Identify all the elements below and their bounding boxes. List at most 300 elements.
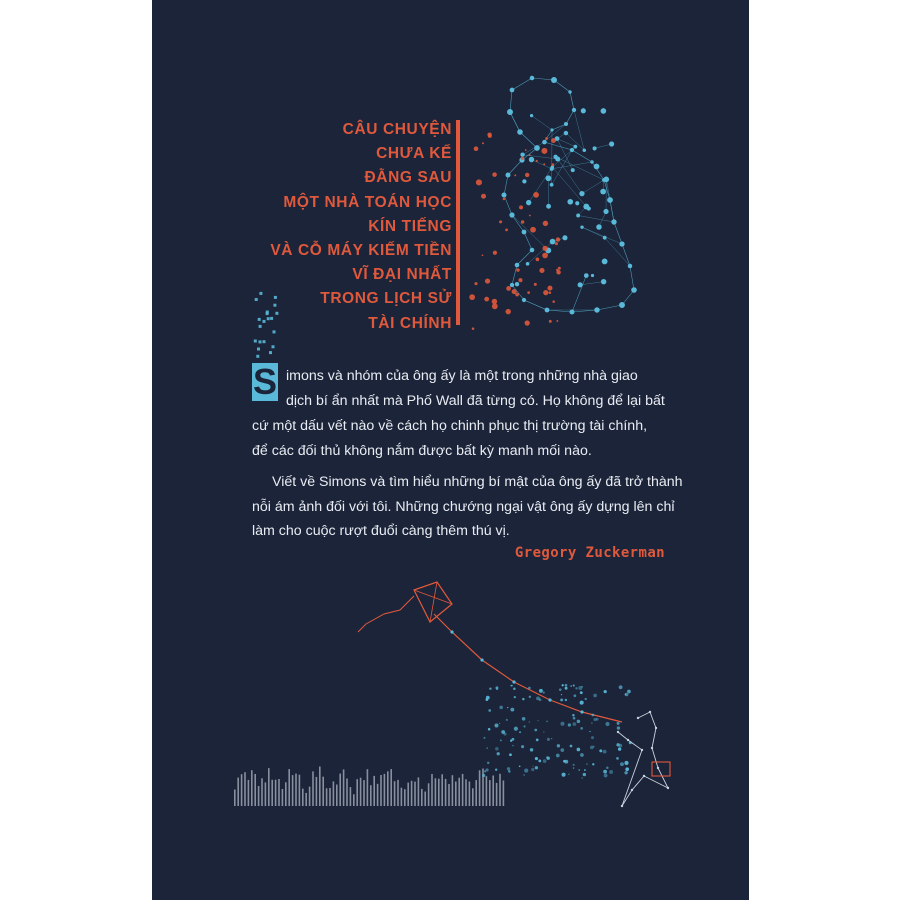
constellation-edge bbox=[597, 305, 622, 310]
waveform-bar bbox=[322, 777, 324, 806]
constellation-edge bbox=[504, 175, 508, 195]
particle-dot bbox=[593, 746, 595, 748]
constellation-node bbox=[564, 131, 568, 135]
waveform-bar bbox=[390, 769, 392, 806]
particle-dot bbox=[573, 685, 575, 687]
constellation-node bbox=[564, 122, 568, 126]
constellation-node bbox=[517, 129, 523, 135]
particle-dot bbox=[507, 767, 510, 770]
particle-dot bbox=[525, 149, 527, 151]
particle-dot bbox=[591, 736, 594, 739]
waveform-bar bbox=[271, 780, 273, 806]
particle-dot bbox=[532, 766, 533, 767]
waveform-bar bbox=[254, 774, 256, 806]
pixel-dot bbox=[267, 317, 270, 320]
runner-node bbox=[621, 805, 623, 807]
particle-dot bbox=[538, 759, 541, 762]
particle-dot bbox=[500, 739, 502, 741]
constellation-node bbox=[607, 197, 613, 203]
constellation-node bbox=[522, 298, 526, 302]
particle-dot bbox=[543, 731, 544, 732]
constellation-node bbox=[571, 168, 575, 172]
pixel-dot bbox=[254, 340, 257, 343]
constellation-edge bbox=[582, 227, 605, 238]
constellation-node bbox=[584, 273, 589, 278]
constellation-node bbox=[530, 248, 535, 253]
constellation-node bbox=[545, 308, 550, 313]
particle-dot bbox=[578, 769, 580, 771]
particle-dot bbox=[522, 717, 526, 721]
particle-dot bbox=[522, 698, 524, 700]
kite-string-node bbox=[580, 710, 583, 713]
particle-dot bbox=[562, 684, 564, 686]
waveform-bar bbox=[462, 774, 464, 806]
particle-dot bbox=[482, 254, 484, 256]
constellation-edge bbox=[517, 250, 532, 265]
headline-divider-bar bbox=[456, 120, 460, 325]
particle-dot bbox=[625, 693, 629, 697]
runner-edge bbox=[652, 748, 658, 768]
particle-dot bbox=[521, 745, 524, 748]
constellation-node bbox=[530, 76, 535, 81]
particle-dot bbox=[551, 138, 556, 143]
particle-dot bbox=[573, 764, 575, 766]
waveform-bar bbox=[377, 784, 379, 806]
headline-line: VĨ ĐẠI NHẤT bbox=[352, 266, 452, 284]
waveform-bar bbox=[404, 789, 406, 806]
pixel-dot bbox=[259, 340, 262, 343]
paragraph-1-line: để các đối thủ không nắm được bất kỳ manh mối nào. bbox=[252, 443, 592, 459]
constellation-node bbox=[520, 152, 524, 156]
particle-dot bbox=[561, 694, 562, 695]
particle-dot bbox=[556, 320, 558, 322]
waveform-bar bbox=[418, 777, 420, 806]
particle-dot bbox=[482, 142, 484, 144]
particle-dot bbox=[596, 718, 599, 721]
constellation-edge bbox=[566, 110, 574, 124]
constellation-edge bbox=[547, 310, 572, 312]
particle-dot bbox=[575, 687, 577, 689]
particle-dot bbox=[543, 290, 548, 295]
runner-edge bbox=[632, 776, 644, 790]
waveform-bar bbox=[373, 776, 375, 806]
runner-node bbox=[651, 747, 653, 749]
particle-dot bbox=[591, 714, 594, 717]
particle-dot bbox=[565, 699, 567, 701]
constellation-node bbox=[510, 283, 514, 287]
waveform-bar bbox=[394, 781, 396, 806]
particle-dot bbox=[609, 770, 613, 774]
constellation-node bbox=[562, 235, 567, 240]
waveform-bar bbox=[350, 787, 352, 806]
constellation-edge bbox=[552, 124, 566, 130]
waveform-bar bbox=[452, 775, 454, 806]
runner-node bbox=[657, 767, 659, 769]
particle-dot bbox=[516, 268, 519, 271]
particle-dot bbox=[557, 744, 560, 747]
particle-dot bbox=[536, 696, 540, 700]
waveform-bar bbox=[319, 767, 321, 807]
particle-dot bbox=[558, 267, 561, 270]
waveform-bar bbox=[397, 780, 399, 806]
constellation-edge bbox=[557, 139, 573, 171]
particle-dot bbox=[577, 720, 581, 724]
particle-dot bbox=[560, 698, 563, 701]
particle-dot bbox=[586, 763, 588, 765]
constellation-node bbox=[522, 230, 527, 235]
constellation-node bbox=[550, 128, 553, 131]
waveform-bar bbox=[261, 778, 263, 806]
particle-dot bbox=[510, 708, 514, 712]
waveform-bar bbox=[384, 774, 386, 806]
constellation-node bbox=[619, 302, 625, 308]
waveform-bar bbox=[489, 780, 491, 806]
particle-dot bbox=[543, 221, 548, 226]
pixel-dot bbox=[263, 340, 266, 343]
particle-dot bbox=[534, 729, 537, 732]
constellation-edge bbox=[531, 160, 551, 169]
constellation-edge bbox=[523, 155, 558, 159]
particle-dot bbox=[530, 227, 536, 233]
particle-dot bbox=[505, 229, 508, 232]
particle-dot bbox=[560, 722, 564, 726]
pixel-dot bbox=[272, 345, 275, 348]
constellation-node bbox=[628, 264, 632, 268]
particle-dot bbox=[535, 766, 538, 769]
constellation-edge bbox=[504, 195, 512, 215]
particle-dot bbox=[551, 163, 554, 166]
particle-dot bbox=[556, 270, 560, 274]
runner-edge bbox=[618, 732, 628, 740]
particle-dot bbox=[543, 759, 547, 763]
constellation-edge bbox=[510, 90, 512, 112]
particle-dot bbox=[487, 132, 491, 136]
constellation-node bbox=[526, 262, 530, 266]
constellation-node bbox=[583, 148, 587, 152]
waveform-bar bbox=[435, 778, 437, 806]
waveform-bar bbox=[326, 788, 328, 806]
particle-dot bbox=[474, 282, 477, 285]
particle-dot bbox=[523, 774, 525, 776]
constellation-node bbox=[569, 309, 574, 314]
paragraph-1-line: cứ một dấu vết nào về cách họ chinh phục thị trường tài chính, bbox=[252, 418, 648, 434]
constellation-node bbox=[587, 206, 591, 210]
book-back-cover bbox=[152, 0, 749, 900]
particle-dot bbox=[593, 694, 597, 698]
constellation-node bbox=[578, 282, 583, 287]
constellation-node bbox=[542, 140, 547, 145]
particle-dot bbox=[529, 721, 530, 722]
particle-dot bbox=[472, 327, 475, 330]
pixel-dot bbox=[266, 312, 269, 315]
constellation-node bbox=[530, 114, 533, 117]
drop-cap: S bbox=[252, 361, 277, 402]
headline-line: CHƯA KỂ bbox=[376, 145, 452, 163]
kite-string bbox=[434, 614, 622, 722]
runner-edge bbox=[638, 712, 650, 718]
particle-dot bbox=[512, 745, 513, 746]
particle-dot bbox=[525, 320, 530, 325]
particle-dot bbox=[580, 727, 583, 730]
waveform-bar bbox=[492, 776, 494, 807]
particle-dot bbox=[617, 722, 620, 725]
particle-dot bbox=[546, 720, 548, 722]
waveform-bar bbox=[268, 768, 270, 806]
particle-dot bbox=[581, 686, 583, 688]
particle-dot bbox=[542, 246, 547, 251]
particle-dot bbox=[514, 174, 516, 176]
particle-dot bbox=[533, 192, 539, 198]
kite-string-node bbox=[480, 658, 483, 661]
particle-dot bbox=[497, 752, 500, 755]
particle-dot bbox=[549, 291, 552, 294]
particle-dot bbox=[580, 691, 583, 694]
particle-dot bbox=[599, 749, 602, 752]
particle-dot bbox=[506, 286, 511, 291]
waveform-bar bbox=[302, 789, 304, 806]
kite-string-node bbox=[548, 698, 551, 701]
kite-string-node bbox=[512, 680, 515, 683]
constellation-node bbox=[509, 212, 514, 217]
particle-dot bbox=[604, 690, 607, 693]
constellation-edge bbox=[572, 150, 592, 162]
particle-dot bbox=[512, 738, 515, 741]
constellation-node bbox=[551, 77, 557, 83]
paragraph-2-line: nỗi ám ảnh đối với tôi. Những chướng ngại vật ông ấy dựng lên chỉ bbox=[252, 498, 675, 515]
author-signature: Gregory Zuckerman bbox=[514, 545, 665, 561]
waveform-bar bbox=[421, 789, 423, 806]
paragraph-1-line: dịch bí ẩn nhất mà Phố Wall đã từng có. Họ không để lại bất bbox=[286, 393, 665, 409]
paragraph-1-line: imons và nhóm của ông ấy là một trong những nhà giao bbox=[286, 368, 638, 384]
waveform-bar bbox=[360, 778, 362, 806]
particle-dot bbox=[568, 723, 571, 726]
particle-dot bbox=[537, 720, 538, 721]
particle-dot bbox=[572, 714, 574, 716]
waveform-bar bbox=[285, 782, 287, 806]
particle-dot bbox=[525, 173, 529, 177]
waveform-bar bbox=[244, 772, 246, 806]
particle-dot bbox=[546, 757, 548, 759]
particle-dot bbox=[616, 757, 619, 760]
headline-line: VÀ CỖ MÁY KIẾM TIỀN bbox=[270, 242, 452, 260]
particle-dot bbox=[580, 753, 584, 757]
waveform-bar bbox=[329, 788, 331, 806]
waveform-bar bbox=[353, 794, 355, 806]
particle-dot bbox=[549, 320, 552, 323]
waveform-bar bbox=[316, 777, 318, 806]
particle-dot bbox=[524, 769, 528, 773]
particle-dot bbox=[527, 291, 530, 294]
runner-node bbox=[627, 739, 629, 741]
waveform-bar bbox=[475, 780, 477, 806]
waveform-bar bbox=[387, 771, 389, 806]
particle-dot bbox=[529, 696, 531, 698]
particle-dot bbox=[499, 220, 502, 223]
particle-dot bbox=[542, 253, 548, 259]
particle-dot bbox=[496, 688, 498, 690]
waveform-bar bbox=[234, 790, 236, 807]
constellation-node bbox=[515, 263, 520, 268]
particle-dot bbox=[521, 157, 524, 160]
particle-dot bbox=[531, 768, 534, 771]
particle-dot bbox=[530, 748, 533, 751]
constellation-node bbox=[567, 199, 573, 205]
particle-dot bbox=[568, 774, 569, 775]
waveform-bar bbox=[438, 779, 440, 806]
particle-dot bbox=[620, 762, 624, 766]
constellation-node bbox=[594, 164, 600, 170]
particle-dot bbox=[501, 730, 505, 734]
constellation-node bbox=[631, 287, 637, 293]
particle-dot bbox=[589, 731, 590, 732]
headline bbox=[270, 118, 452, 336]
waveform-bar bbox=[346, 779, 348, 807]
particle-dot bbox=[506, 719, 508, 721]
constellation-node bbox=[550, 167, 554, 171]
waveform-bar bbox=[424, 792, 426, 807]
constellation-node bbox=[570, 148, 574, 152]
particle-dot bbox=[619, 685, 623, 689]
headline-line: TÀI CHÍNH bbox=[368, 314, 452, 332]
particle-dot bbox=[618, 747, 621, 750]
runner-node bbox=[641, 749, 643, 751]
particle-dot bbox=[499, 706, 503, 710]
waveform-bar bbox=[305, 793, 307, 806]
particle-dot bbox=[627, 690, 631, 694]
particle-dot bbox=[508, 770, 511, 773]
runner-node bbox=[667, 787, 669, 789]
runner-node bbox=[643, 775, 645, 777]
constellation-node bbox=[553, 155, 557, 159]
constellation-node bbox=[603, 209, 608, 214]
particle-dot bbox=[514, 696, 516, 698]
waveform-bar bbox=[486, 776, 488, 806]
runner-node bbox=[637, 717, 639, 719]
waveform-bar bbox=[431, 774, 433, 806]
runner-edge bbox=[622, 750, 642, 806]
particle-dot bbox=[534, 283, 537, 286]
particle-dot bbox=[492, 299, 498, 305]
headline-line: KÍN TIẾNG bbox=[368, 217, 452, 235]
particle-dot bbox=[592, 763, 594, 765]
particle-dot bbox=[624, 771, 627, 774]
headline-line: CÂU CHUYỆN bbox=[342, 121, 452, 138]
constellation-edge bbox=[520, 132, 537, 148]
constellation-node bbox=[529, 157, 534, 162]
waveform-bar bbox=[367, 769, 369, 806]
constellation-edge bbox=[529, 167, 553, 203]
runner-node bbox=[649, 711, 651, 713]
constellation-edge bbox=[572, 276, 586, 312]
particle-dot bbox=[474, 146, 479, 151]
particle-dot bbox=[476, 179, 482, 185]
constellation-edge bbox=[572, 310, 597, 312]
kite-tail bbox=[358, 596, 414, 632]
waveform-bar bbox=[472, 788, 474, 806]
constellation-edge bbox=[512, 265, 517, 285]
constellation-node bbox=[507, 109, 513, 115]
constellation-edge bbox=[510, 112, 520, 132]
particle-dot bbox=[509, 753, 512, 756]
particle-dot bbox=[570, 685, 572, 687]
waveform-bar bbox=[343, 769, 345, 806]
constellation-node bbox=[590, 160, 593, 163]
particle-dot bbox=[551, 738, 552, 739]
waveform-bar bbox=[251, 770, 253, 806]
runner-edge bbox=[652, 728, 656, 748]
constellation-node bbox=[579, 191, 584, 196]
constellation-node bbox=[600, 189, 606, 195]
particle-dot bbox=[560, 748, 564, 752]
particle-dot bbox=[556, 237, 560, 241]
particle-dot bbox=[511, 685, 512, 686]
pixel-dot bbox=[269, 351, 272, 354]
waveform-bar bbox=[503, 781, 505, 807]
particle-dot bbox=[536, 160, 538, 162]
particle-dot bbox=[541, 148, 547, 154]
particle-dot bbox=[494, 723, 498, 727]
constellation-node bbox=[594, 307, 599, 312]
particle-dot bbox=[486, 747, 487, 748]
pixel-dot bbox=[263, 320, 266, 323]
runner-edge bbox=[650, 712, 656, 728]
particle-dot bbox=[570, 745, 573, 748]
particle-dot bbox=[574, 694, 577, 697]
runner-edge bbox=[644, 776, 668, 788]
constellation-node bbox=[573, 145, 577, 149]
particle-dot bbox=[556, 754, 560, 758]
constellation-edge bbox=[554, 80, 570, 92]
headline-line: MỘT NHÀ TOÁN HỌC bbox=[283, 193, 452, 211]
particle-dot bbox=[559, 688, 562, 691]
constellation-edge bbox=[512, 78, 532, 90]
constellation-node bbox=[575, 201, 579, 205]
constellation-edge bbox=[524, 232, 532, 250]
waveform-bar bbox=[275, 780, 277, 806]
constellation-node bbox=[534, 145, 540, 151]
constellation-node bbox=[546, 204, 551, 209]
particle-dot bbox=[565, 684, 568, 687]
particle-dot bbox=[565, 687, 568, 690]
particle-dot bbox=[539, 689, 543, 693]
particle-dot bbox=[584, 769, 586, 771]
particle-dot bbox=[485, 278, 490, 283]
particle-dot bbox=[519, 731, 521, 733]
runner-node bbox=[631, 789, 633, 791]
constellation-edge bbox=[614, 222, 622, 244]
particle-dot bbox=[585, 698, 587, 700]
particle-dot bbox=[536, 738, 539, 741]
particle-dot bbox=[573, 767, 575, 769]
constellation-node bbox=[506, 173, 511, 178]
waveform-bar bbox=[356, 779, 358, 806]
particle-dot bbox=[624, 761, 628, 765]
particle-dot bbox=[486, 768, 489, 771]
constellation-node bbox=[611, 219, 616, 224]
constellation-node bbox=[576, 214, 580, 218]
particle-dot bbox=[555, 242, 558, 245]
particle-dot bbox=[545, 137, 548, 140]
waveform-bar bbox=[411, 781, 413, 806]
particle-dot bbox=[488, 728, 491, 731]
constellation-node bbox=[550, 183, 554, 187]
waveform-bar bbox=[278, 779, 280, 806]
particle-dot bbox=[535, 757, 538, 760]
constellation-node bbox=[526, 200, 531, 205]
constellation-edge bbox=[524, 300, 547, 310]
constellation-node bbox=[515, 282, 519, 286]
particle-dot bbox=[469, 294, 475, 300]
